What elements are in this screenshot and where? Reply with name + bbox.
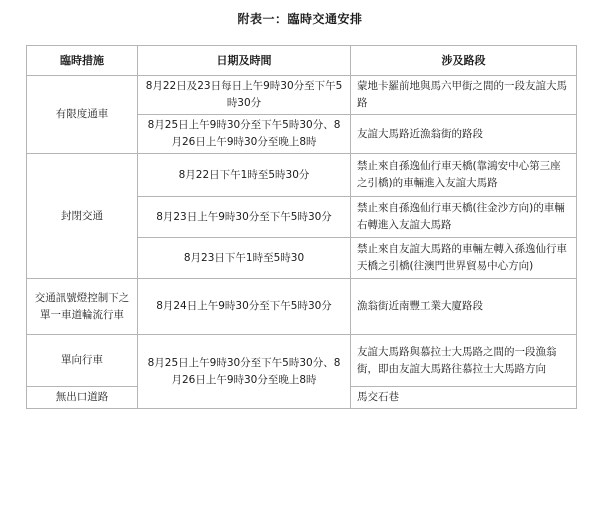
roads-cell: 漁翁街近南豐工業大廈路段 — [351, 279, 577, 335]
measure-closure: 封閉交通 — [27, 154, 138, 279]
traffic-arrangement-table — [26, 45, 577, 409]
roads-cell: 友誼大馬路近漁翁街的路段 — [351, 115, 577, 154]
table-row — [27, 154, 577, 197]
datetime-cell: 8月22日下午1時至5時30分 — [138, 154, 351, 197]
header-measure: 臨時措施 — [27, 46, 138, 76]
table-row — [27, 76, 577, 115]
measure-limited: 有限度通車 — [27, 76, 138, 154]
measure-signal: 交通訊號燈控制下之單一車道輪流行車 — [27, 279, 138, 335]
roads-cell: 馬交石巷 — [351, 387, 577, 409]
table-row — [27, 279, 577, 335]
roads-cell: 禁止來自孫逸仙行車天橋(往金沙方向)的車輛右轉進入友誼大馬路 — [351, 197, 577, 238]
datetime-cell: 8月22日及23日每日上午9時30分至下午5時30分 — [138, 76, 351, 115]
datetime-cell: 8月25日上午9時30分至下午5時30分、8月26日上午9時30分至晚上8時 — [138, 115, 351, 154]
measure-oneway: 單向行車 — [27, 335, 138, 387]
datetime-cell: 8月23日下午1時至5時30 — [138, 238, 351, 279]
roads-cell: 友誼大馬路與慕拉士大馬路之間的一段漁翁街，即由友誼大馬路往慕拉士大馬路方向 — [351, 335, 577, 387]
table-row — [27, 335, 577, 387]
header-row — [27, 46, 577, 76]
header-datetime: 日期及時間 — [138, 46, 351, 76]
roads-cell: 蒙地卡羅前地與馬六甲街之間的一段友誼大馬路 — [351, 76, 577, 115]
datetime-cell: 8月25日上午9時30分至下午5時30分、8月26日上午9時30分至晚上8時 — [138, 335, 351, 409]
datetime-cell: 8月23日上午9時30分至下午5時30分 — [138, 197, 351, 238]
table-title: 附表一：臨時交通安排 — [237, 12, 363, 26]
measure-noexit: 無出口道路 — [27, 387, 138, 409]
header-roads: 涉及路段 — [351, 46, 577, 76]
datetime-cell: 8月24日上午9時30分至下午5時30分 — [138, 279, 351, 335]
roads-cell: 禁止來自友誼大馬路的車輛左轉入孫逸仙行車天橋之引橋(往澳門世界貿易中心方向) — [351, 238, 577, 279]
roads-cell: 禁止來自孫逸仙行車天橋(靠鴻安中心第三座之引橋)的車輛進入友誼大馬路 — [351, 154, 577, 197]
